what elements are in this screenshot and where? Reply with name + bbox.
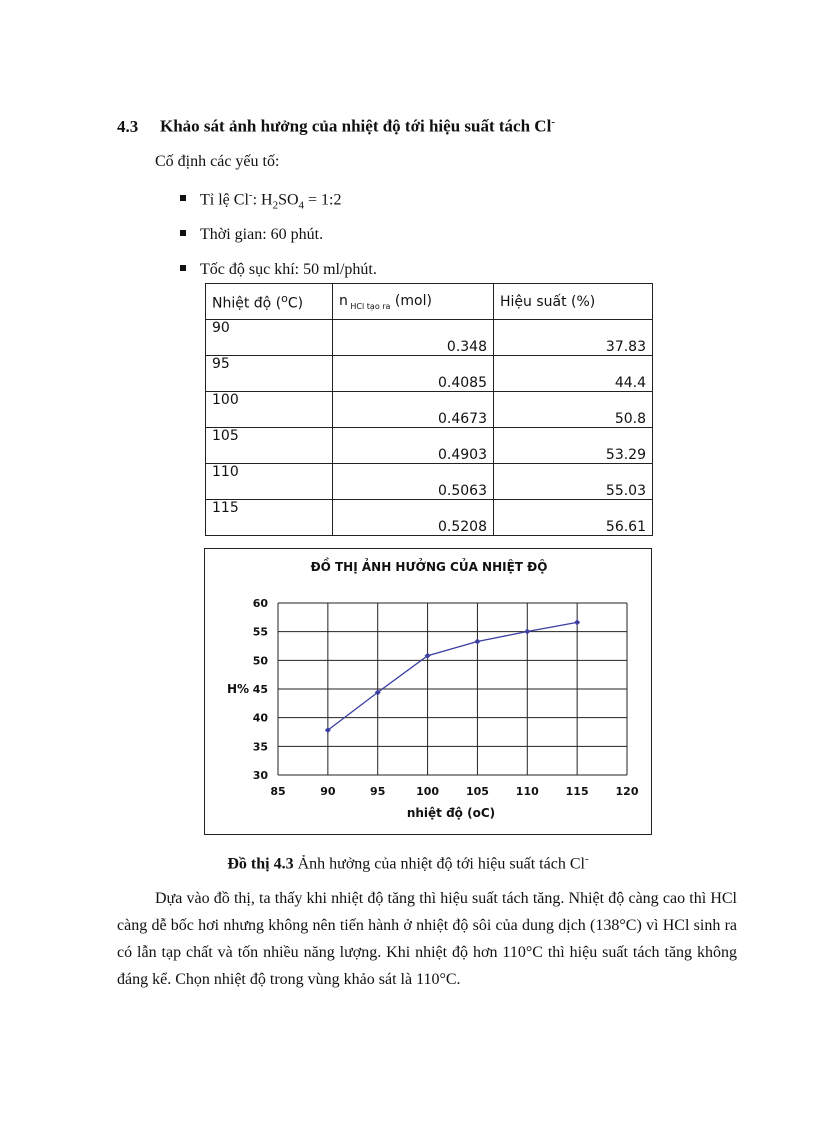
table-row [206,464,653,500]
chart-grid [278,603,627,775]
cell-yield: 44.4 [494,356,653,392]
data-point [474,638,480,644]
y-tick-label: 55 [252,625,268,639]
section-title: Khảo sát ảnh hưởng của nhiệt độ tới hiệu suất tách Cl [160,116,552,136]
cell-temp: 105 [206,428,333,464]
cell-n: 0.4673 [333,392,494,428]
header-n-sub: HCl tạo ra [347,301,391,311]
cell-n: 0.4903 [333,428,494,464]
table-row [206,428,653,464]
x-tick-label: 105 [465,785,489,798]
x-axis-label: nhiệt độ (oC) [406,806,496,820]
y-tick-label: 30 [252,769,268,782]
header-temp [206,284,333,320]
cell-temp: 110 [206,464,333,500]
bullet-time [180,226,323,244]
ratio-sub2: 4 [298,199,305,212]
cell-temp: 90 [206,320,333,356]
section-heading [117,116,555,137]
flow-text: Tốc độ sục khí: 50 ml/phút. [200,261,377,278]
cell-yield: 56.61 [494,500,653,536]
chart-container [204,548,652,835]
ratio-sub1: 2 [272,199,279,212]
bullet-icon [180,230,186,236]
x-tick-label: 95 [370,785,386,798]
y-tick-label: 35 [252,740,268,754]
table-row [206,356,653,392]
bullet-icon [180,195,186,201]
header-yield: Hiệu suất (%) [494,284,653,320]
caption-sup: - [584,853,589,865]
time-text: Thời gian: 60 phút. [200,226,324,243]
chart [205,549,651,834]
cell-temp: 115 [206,500,333,536]
header-temp-sup: o [281,291,288,305]
caption-label: Đồ thị 4.3 [227,855,294,873]
y-axis-label: H% [227,682,250,696]
cell-yield: 55.03 [494,464,653,500]
x-axis-ticks [270,785,638,798]
y-axis-ticks [253,597,269,782]
cell-n: 0.4085 [333,356,494,392]
header-n-unit: (mol) [390,292,432,309]
x-tick-label: 110 [515,785,539,798]
cell-n: 0.5208 [333,500,494,536]
y-tick-label: 60 [252,597,268,610]
ratio-suffix: = 1:2 [304,191,342,209]
table-row [206,392,653,428]
chart-points [325,619,580,733]
x-tick-label: 100 [416,785,440,798]
data-point [524,628,530,634]
y-tick-label: 40 [252,711,268,725]
table-row [206,320,653,356]
cell-yield: 50.8 [494,392,653,428]
header-n-main: n [339,292,348,309]
cell-yield: 53.29 [494,428,653,464]
y-tick-label: 45 [252,683,268,696]
cell-temp: 100 [206,392,333,428]
caption-text: Ảnh hưởng của nhiệt độ tới hiệu suất tách Cl [293,855,585,873]
bullet-ratio [180,189,341,212]
header-n [333,284,494,320]
section-number: 4.3 [117,116,139,136]
bullet-icon [180,265,186,271]
cell-temp: 95 [206,356,333,392]
data-point [574,619,580,625]
x-tick-label: 120 [615,785,639,798]
ratio-mid: : H [252,191,273,209]
x-tick-label: 90 [320,785,336,798]
intro-text: Cố định các yếu tố: [155,153,280,170]
table-row [206,500,653,536]
cell-yield: 37.83 [494,320,653,356]
ratio-prefix: Tỉ lệ Cl [200,191,249,209]
y-tick-label: 50 [252,654,268,668]
ratio-so: SO [278,191,299,209]
header-temp-end: C) [287,295,304,312]
figure-caption [0,853,816,873]
bullet-flow [180,261,377,279]
section-title-sup: - [551,116,555,128]
cell-n: 0.5063 [333,464,494,500]
x-tick-label: 115 [565,785,589,798]
results-table [205,283,653,536]
chart-title: ĐỒ THỊ ẢNH HƯỞNG CỦA NHIỆT ĐỘ [310,560,548,574]
table-header-row [206,284,653,320]
cell-n: 0.348 [333,320,494,356]
x-tick-label: 85 [270,785,286,798]
header-temp-text: Nhiệt độ ( [212,295,282,312]
conclusion-paragraph: Dựa vào đồ thị, ta thấy khi nhiệt độ tăng thì hiệu suất tách tăng. Nhiệt độ càng cao thì HCl càng dễ bốc hơi nhưng không nên tiến hành ở nhiệt độ sôi của dung dịch (138°C) vì HCl sinh ra có lẫn tạp chất và tốn nhiều năng lượng. Khi nhiệt độ hơn 110°C thì hiệu suất tách tăng không đáng kể. Chọn nhiệt độ trong vùng khảo sát là 110°C. [117,890,737,988]
ratio-sup: - [248,189,253,201]
chart-series-line [328,622,577,730]
